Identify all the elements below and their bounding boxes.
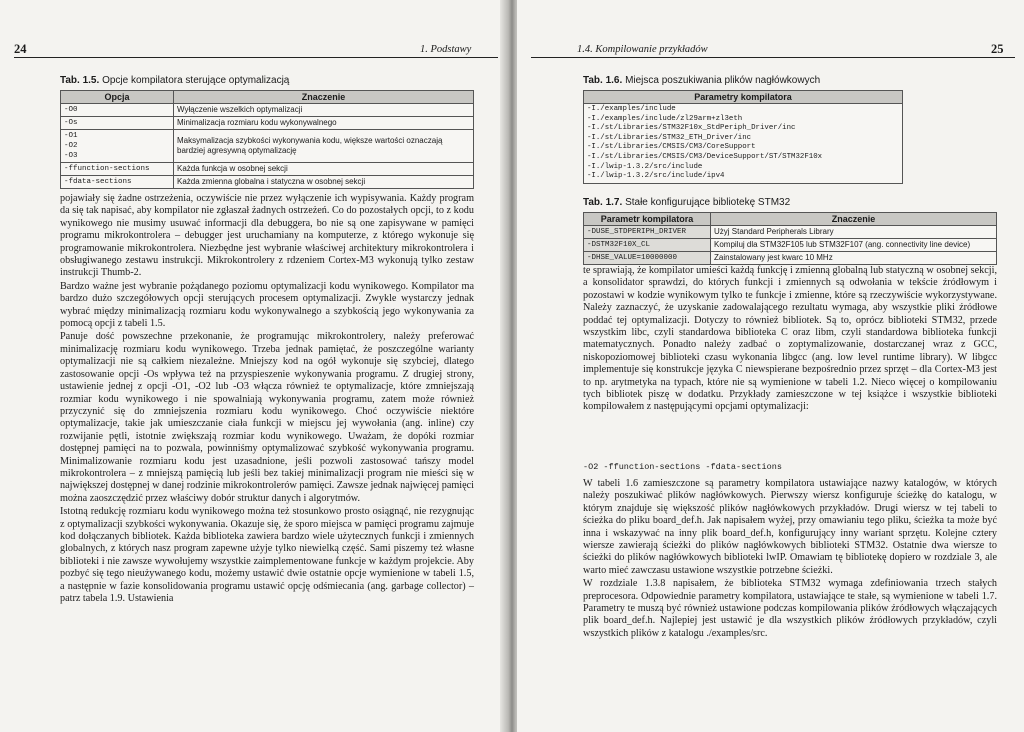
table-row xyxy=(61,130,474,163)
stm32-config-table xyxy=(583,212,997,265)
paragraph: Bardzo ważne jest wybranie pożądanego poziomu optymalizacji kodu wynikowego. Kompilator ma bardzo dużo szczegółowych opcji sterujących procesem optymalizacji. Zwykle wystarczy jednak wybrać między minimalizacją rozmiaru kodu wykonywalnego a szybkością jego wykonywania za pomocą opcji z tabeli 1.5. xyxy=(60,280,474,330)
paragraph: pojawiały się żadne ostrzeżenia, oczywiście nie przez wyłączenie ich wypisywania. Każdy program da się tak napisać, aby kompilator nie zgłaszał żadnych ostrzeżeń. Co do pozostałych opcji, to z kodu wynikowego nie musimy usuwać informacji dla debuggera, bo nie są one zapisywane w pamięci programu mikrokontrolera – debugger jest uruchamiany na komputerze, z którego wykonuje się programowanie mikrokontrolera. Niezbędne jest wybranie właściwej architektury mikrokontrolera i obsługiwanego zestawu instrukcji. Mikrokontrolery z rdzeniem Cortex-M3 wykonują tylko zestaw instrukcji Thumb-2. xyxy=(60,193,474,279)
table-header-meaning: Znaczenie xyxy=(174,91,474,104)
option-line: -O2 xyxy=(64,142,78,150)
table-caption-label: Tab. 1.7. xyxy=(583,197,623,208)
option-cell: -fdata-sections xyxy=(61,176,174,189)
meaning-cell: Każda zmienna globalna i statyczna w osobnej sekcji xyxy=(174,176,474,189)
param-cell: -DSTM32F10X_CL xyxy=(584,239,711,252)
table-row xyxy=(61,117,474,130)
table-row xyxy=(61,163,474,176)
include-path-line: -I./examples/include xyxy=(587,105,676,113)
left-body-text xyxy=(60,193,474,606)
include-path-line: -I./st/Libraries/CMSIS/CM3/DeviceSupport/ST/STM32F10x xyxy=(587,152,823,161)
optimization-options-table xyxy=(60,90,474,189)
option-cell: -Os xyxy=(61,117,174,130)
table-caption xyxy=(583,197,790,208)
option-cell xyxy=(61,130,174,163)
paragraph: W rozdziale 1.3.8 napisałem, że biblioteka STM32 wymaga zdefiniowania trzech stałych preprocesora. Odpowiednie parametry kompilatora, ustawiające te stałe, są wymienione w tabeli 1.7. Parametry te muszą być również ustawione podczas kompilowania plików źródłowych włączających plik board_def.h. Najlepiej jest ustawić je dla wszystkich plików źródłowych przykładów, czyli wszystkich plików z katalogu ./examples/src. xyxy=(583,578,997,639)
header-rule xyxy=(14,57,498,58)
include-path-line: -I./lwip-1.3.2/src/include/ipv4 xyxy=(587,172,725,181)
table-header-param: Parametr kompilatora xyxy=(584,213,711,226)
optimization-command: -O2 -ffunction-sections -fdata-sections xyxy=(583,462,782,472)
meaning-cell: Każda funkcja w osobnej sekcji xyxy=(174,163,474,176)
table-header-meaning: Znaczenie xyxy=(711,213,997,226)
paragraph: W tabeli 1.6 zamieszczone są parametry kompilatora ustawiające nazwy katalogów, w których należy poszukiwać plików nagłówkowych. Pierwszy wiersz konfiguruje ścieżkę do katalogu, w którym znajduje się większość plików nagłówkowych przykładów. Drugi wiersz w tej tabeli to ścieżka do pliku board_def.h. Jak napisałem wyżej, przy omawianiu tego pliku, ścieżka ta może być inna i wskazywać na inny plik board_def.h, konfigurujący inny wariant sprzętu. Kolejne cztery wiersze zawierają ścieżki do plików nagłówkowych biblioteki STM32. Ostatnie dwa wiersze to ścieżki do plików nagłówkowych biblioteki lwIP. Omawiam tę bibliotekę dopiero w rozdziale 3, ale warto mieć zawczasu ustawione wszystkie potrzebne ścieżki. xyxy=(583,478,997,576)
option-cell: -O0 xyxy=(61,104,174,117)
meaning-cell: Kompiluj dla STM32F105 lub STM32F107 (ang. connectivity line device) xyxy=(711,239,997,252)
meaning-cell: Minimalizacja rozmiaru kodu wykonywalnego xyxy=(174,117,474,130)
right-page xyxy=(517,0,1024,732)
page-number: 25 xyxy=(991,42,1004,56)
running-head: 1. Podstawy xyxy=(420,44,472,55)
table-row xyxy=(61,104,474,117)
left-page xyxy=(0,0,507,732)
table-caption-text: Opcje kompilatora sterujące optymalizacją xyxy=(102,75,290,86)
paragraph: Panuje dość powszechne przekonanie, że programując mikrokontrolery, należy preferować minimalizację rozmiaru kodu wynikowego. Trzeba jednak pamiętać, że poszczególne warianty optymalizacji nie są całkiem niezależne. Mniejszy kod na ogół wykonuje się szybciej, dlatego zastosowanie opcji -Os wpływa też na przyspieszenie wykonywania programu. Z drugiej strony, ustawienie jednej z opcji -O1, -O2 lub -O3 włącza również te optymalizacje, które zmniejszają rozmiar kodu wynikowego i nie spowalniają wykonywania programu, zatem może również przyczynić się do zmniejszenia rozmiaru kodu wynikowego. Choć oczywiście niektóre optymalizacje, takie jak umieszczanie ciała funkcji w miejscu jej wywołania (ang. inline) czy rozwijanie pętli, istotnie zwiększają rozmiar kodu wynikowego. Uważam, że dopóki rozmiar dostępnej pamięci na to pozwala, powinniśmy optymalizować szybkość wykonywania programu. Minimalizowanie rozmiaru kodu jest uzasadnione, jeśli pozwoli zastosować tańszy model mikrokontrolera – z mniejszą pamięcią lub jeśli bez takiej minimalizacji program nie mieści się w największej dostępnej w danej rodzinie mikrokontrolerów pamięci. Zawsze jednak najwięcej pamięci można zaoszczędzić przez właściwy dobór struktur danych i algorytmów. xyxy=(60,331,474,504)
table-caption-text: Miejsca poszukiwania plików nagłówkowych xyxy=(625,75,821,86)
option-line: -O1 xyxy=(64,132,78,140)
include-path-line: -I./lwip-1.3.2/src/include xyxy=(587,162,703,171)
include-path-line: -I./st/Libraries/STM32_ETH_Driver/inc xyxy=(587,133,752,142)
paragraph: te sprawiają, że kompilator umieści każdą funkcję i zmienną globalną lub statyczną w osobnej sekcji, a konsolidator sprawdzi, do których funkcji i zmiennych są odwołania w tekście źródłowym i pozostawi w kodzie wynikowym tylko te funkcje i zmienne, które są rzeczywiście wykorzystywane. Należy zaznaczyć, że uzyskanie zadowalającego rezultatu wymaga, aby wszystkie pliki źródłowe poddać tej optymalizacji. Dotyczy to również bibliotek. Są to, oprócz biblioteki STM32, przede wszystkim libc, czyli standardowa biblioteka C oraz libm, czyli standardowa biblioteka funkcji matematycznych. Ponadto należy zadbać o zoptymalizowanie, dostarczanej wraz z GCC, niskopoziomowej biblioteki czasu wykonania libgcc (ang. low level runtime library). W libgcc implementuje się konstrukcje języka C niewspierane bezpośrednio przez sprzęt – dla Cortex-M3 jest to np. arytmetyka na typach, które nie są wymienione w tabeli 1.2. Nieco więcej o kompilowaniu tych bibliotek piszę w dodatku. Przykłady zamieszczone w tej książce i wszystkie biblioteki kompilowałem z następującymi opcjami optymalizacji: xyxy=(583,265,997,413)
table-caption-label: Tab. 1.5. xyxy=(60,75,100,86)
include-paths-cell xyxy=(584,104,903,184)
table-row xyxy=(61,176,474,189)
table-caption-text: Stałe konfigurujące bibliotekę STM32 xyxy=(625,197,791,208)
include-path-line: -I./examples/include/zl29arm+zl3eth xyxy=(587,114,743,123)
meaning-cell: Zainstalowany jest kwarc 10 MHz xyxy=(711,252,997,265)
page-number: 24 xyxy=(14,42,27,56)
table-row xyxy=(584,226,997,239)
table-caption xyxy=(583,75,820,86)
meaning-cell: Użyj Standard Peripherals Library xyxy=(711,226,997,239)
param-cell: -DHSE_VALUE=10000000 xyxy=(584,252,711,265)
table-caption xyxy=(60,75,289,86)
meaning-cell: Wyłączenie wszelkich optymalizacji xyxy=(174,104,474,117)
running-head: 1.4. Kompilowanie przykładów xyxy=(577,44,708,55)
table-row xyxy=(584,239,997,252)
right-body-text-1 xyxy=(583,265,997,415)
table-row xyxy=(584,252,997,265)
option-cell: -ffunction-sections xyxy=(61,163,174,176)
table-header: Parametry kompilatora xyxy=(584,91,903,104)
meaning-cell: Maksymalizacja szybkości wykonywania kodu, większe wartości oznaczają bardziej agresywną optymalizację xyxy=(174,130,474,163)
include-path-line: -I./st/Libraries/CMSIS/CM3/CoreSupport xyxy=(587,143,756,152)
table-caption-label: Tab. 1.6. xyxy=(583,75,623,86)
right-body-text-2 xyxy=(583,478,997,641)
table-header-option: Opcja xyxy=(61,91,174,104)
include-path-line: -I./st/Libraries/STM32F10x_StdPeriph_Driver/inc xyxy=(587,124,796,133)
param-cell: -DUSE_STDPERIPH_DRIVER xyxy=(584,226,711,239)
paragraph: Istotną redukcję rozmiaru kodu wynikowego można też stosunkowo prosto osiągnąć, nie rezygnując z optymalizacji szybkości wykonywania. Okazuje się, że sporo miejsca w pamięci programu zajmuje kod dołączanych bibliotek. Każda biblioteka zawiera bardzo wiele użytecznych funkcji i zmiennych globalnych, z których nasz program zapewne użyje tylko niewielką część. Sami piszemy też własne biblioteki i nie zawsze wywołujemy wszystkie zaimplementowane funkcje w każdym projekcie. Aby pozbyć się tego nieużywanego kodu, możemy ustawić dwie ostatnie opcje wymienione w tabeli 1.5, a następnie w fazie konsolidowania programu ustawić opcję odśmiecania (ang. garbage collector) – patrz tabela 1.9. Ustawienia xyxy=(60,506,474,604)
table-row xyxy=(584,104,903,184)
option-line: -O3 xyxy=(64,152,78,160)
header-rule xyxy=(531,57,1015,58)
include-paths-table xyxy=(583,90,903,184)
